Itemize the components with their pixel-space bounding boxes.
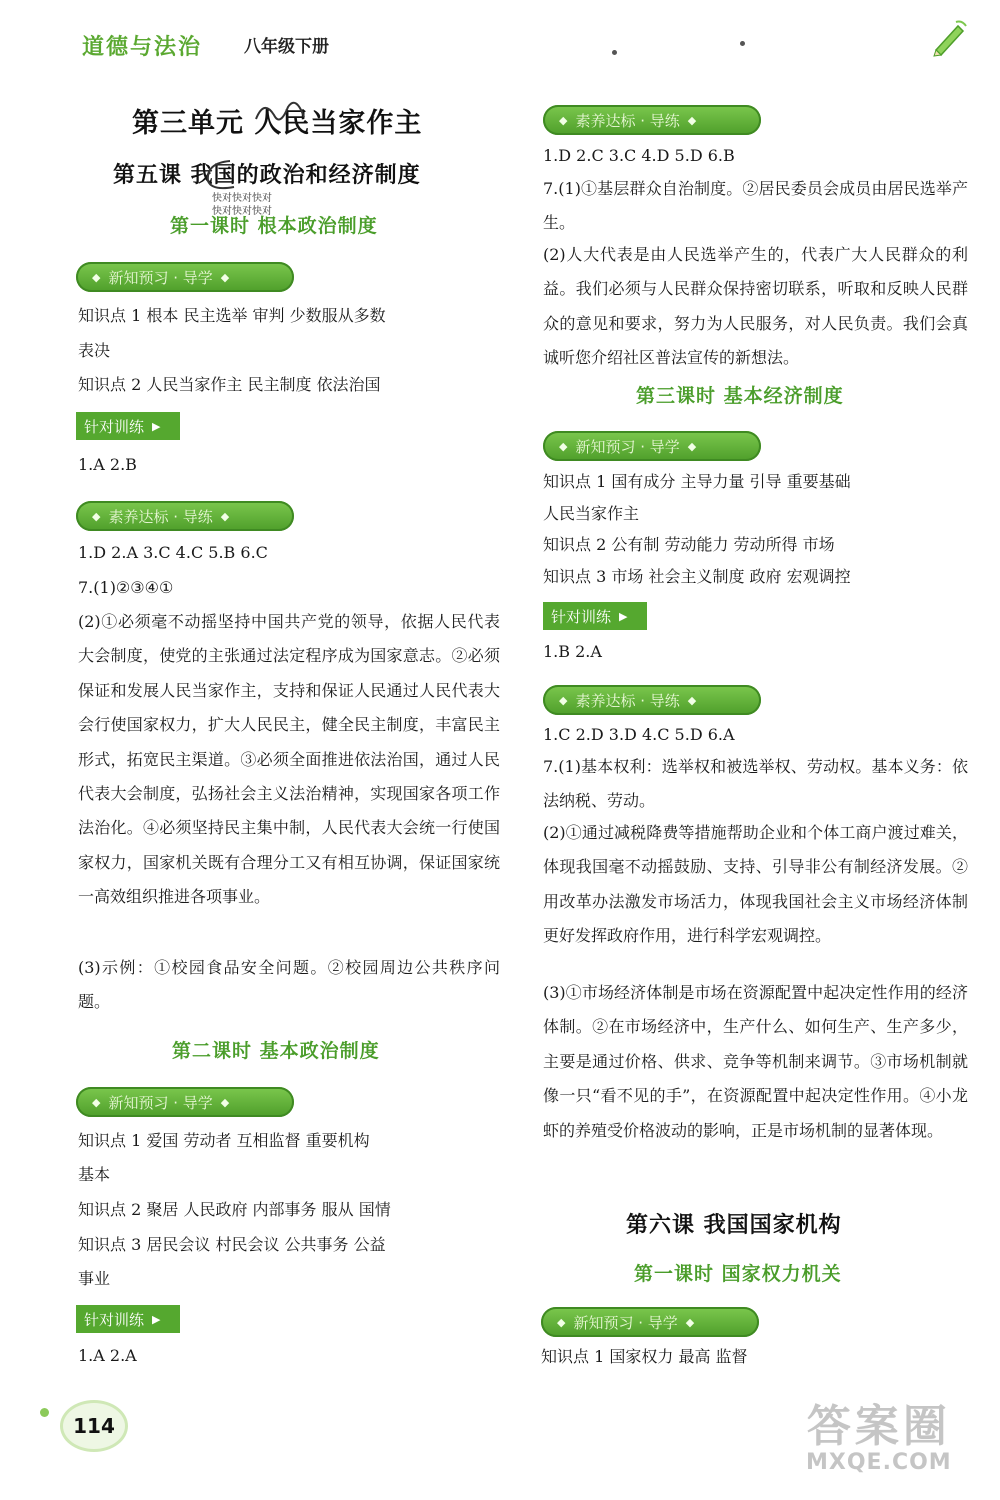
- badge-label: 新知预习 · 导学: [108, 1093, 213, 1112]
- practice-badge: [543, 685, 761, 715]
- diamond-icon: ◆: [559, 693, 568, 707]
- practice-answers: 1.D 2.A 3.C 4.C 5.B 6.C: [78, 543, 268, 562]
- diamond-icon: ◆: [559, 113, 568, 127]
- q7-part2: (2)①通过减税降费等措施帮助企业和个体工商户渡过难关，体现我国毫不动摇鼓励、支持、引导非公有制经济发展。②用改革办法激发市场活力，体现我国社会主义市场经济体制更好发挥政府作用，进行科学宏观调控。: [543, 823, 968, 946]
- play-arrow-icon: ▶: [152, 419, 161, 433]
- preview-badge: [541, 1307, 759, 1337]
- diamond-icon: ◆: [557, 1315, 566, 1329]
- lesson5-title: 第五课 我国的政治和经济制度: [113, 162, 421, 188]
- badge-label: 新知预习 · 导学: [575, 437, 680, 456]
- diamond-icon: ◆: [220, 270, 230, 284]
- diamond-icon: ◆: [687, 439, 697, 453]
- play-arrow-icon: ▶: [619, 609, 628, 623]
- kp1-line2: 表决: [78, 341, 111, 360]
- diamond-icon: ◆: [92, 270, 101, 284]
- badge-label: 新知预习 · 导学: [108, 268, 213, 287]
- q7-part1: 7.(1)②③④①: [78, 578, 174, 597]
- diamond-icon: ◆: [685, 1315, 695, 1329]
- drill-tag: [76, 412, 180, 440]
- drill-tag: [76, 1305, 180, 1333]
- grade-label: 八年级下册: [244, 37, 329, 57]
- speck: [740, 41, 745, 46]
- kp3-line2: 事业: [78, 1269, 111, 1288]
- kp2: 知识点 2 公有制 劳动能力 劳动所得 市场: [543, 535, 835, 554]
- kp3-line1: 知识点 3 居民会议 村民会议 公共事务 公益: [78, 1235, 386, 1254]
- kp1-line2: 人民当家作主: [543, 504, 640, 523]
- page-number: 114: [60, 1400, 128, 1452]
- badge-label: 新知预习 · 导学: [573, 1313, 678, 1332]
- lesson6-title: 第六课 我国国家机构: [626, 1212, 842, 1238]
- q7-part2: (2)人大代表是由人民选举产生的，代表广大人民群众的利益。我们必须与人民群众保持密切联系，听取和反映人民群众的意见和要求，努力为人民服务，对人民负责。我们会真诚听您介绍社区普法宣传的新想法。: [543, 245, 968, 368]
- q7-part3: (3)①市场经济体制是市场在资源配置中起决定性作用的经济体制。②在市场经济中，生产什么、如何生产、生产多少，主要是通过价格、供求、竞争等机制来调节。③市场机制就像一只“看不见的手”，在资源配置中起决定性作用。④小龙虾的养殖受价格波动的影响，正是市场机制的显著体现。: [543, 983, 968, 1140]
- subject-title: 道德与法治: [82, 35, 203, 60]
- tag-label: 针对训练: [84, 417, 145, 436]
- kp3: 知识点 3 市场 社会主义制度 政府 宏观调控: [543, 567, 851, 586]
- period2-title: 第二课时 基本政治制度: [172, 1040, 380, 1062]
- practice-answers: 1.C 2.D 3.D 4.C 5.D 6.A: [543, 725, 735, 744]
- watermark-main: 答案圈: [806, 1401, 951, 1452]
- preview-badge: [543, 431, 761, 461]
- kp1-line1: 知识点 1 根本 民主选举 审判 少数服从多数: [78, 306, 386, 325]
- handwriting-2: 快对快对快对: [212, 206, 272, 217]
- kp2: 知识点 2 人民当家作主 民主制度 依法治国: [78, 375, 381, 394]
- kp1-line2: 基本: [78, 1165, 111, 1184]
- watermark-sub: MXQE.COM: [806, 1450, 952, 1475]
- drill-answers: 1.A 2.A: [78, 1346, 137, 1365]
- practice-badge: [543, 105, 761, 135]
- badge-label: 素养达标 · 导练: [575, 691, 680, 710]
- period1-title: 第一课时 根本政治制度: [170, 215, 378, 237]
- practice-badge: [76, 501, 294, 531]
- diamond-icon: ◆: [687, 693, 697, 707]
- drill-answers: 1.A 2.B: [78, 455, 137, 474]
- q7-part3: (3)示例：①校园食品安全问题。②校园周边公共秩序问题。: [78, 958, 500, 1012]
- tag-label: 针对训练: [84, 1310, 145, 1329]
- diamond-icon: ◆: [220, 509, 230, 523]
- decor-dot: [40, 1408, 49, 1417]
- diamond-icon: ◆: [220, 1095, 230, 1109]
- lesson6-period1-title: 第一课时 国家权力机关: [634, 1263, 842, 1285]
- kp2: 知识点 2 聚居 人民政府 内部事务 服从 国情: [78, 1200, 391, 1219]
- q7-part2: (2)①必须毫不动摇坚持中国共产党的领导，依据人民代表大会制度，使党的主张通过法定程序成为国家意志。②必须保证和发展人民当家作主，支持和保证人民通过人民代表大会行使国家权力，扩大人民民主，健全民主制度，丰富民主形式，拓宽民主渠道。③必须全面推进依法治国，通过人民代表大会制度，弘扬社会主义法治精神，实现国家各项工作法治化。④必须坚持民主集中制，人民代表大会统一行使国家权力，国家机关既有合理分工又有相互协调，保证国家统一高效组织推进各项事业。: [78, 612, 500, 907]
- q7-part1: 7.(1)基本权利：选举权和被选举权、劳动权。基本义务：依法纳税、劳动。: [543, 757, 968, 811]
- diamond-icon: ◆: [559, 439, 568, 453]
- kp1-line1: 知识点 1 爱国 劳动者 互相监督 重要机构: [78, 1131, 370, 1150]
- badge-label: 素养达标 · 导练: [108, 507, 213, 526]
- diamond-icon: ◆: [687, 113, 697, 127]
- kp1-line1: 知识点 1 国有成分 主导力量 引导 重要基础: [543, 472, 851, 491]
- scribble-mark: [200, 155, 240, 195]
- tag-label: 针对训练: [551, 607, 612, 626]
- q7-part1: 7.(1)①基层群众自治制度。②居民委员会成员由居民选举产生。: [543, 179, 968, 233]
- speck: [612, 50, 617, 55]
- badge-label: 素养达标 · 导练: [575, 111, 680, 130]
- drill-answers: 1.B 2.A: [543, 642, 602, 661]
- watermark: [806, 1390, 952, 1475]
- period3-title: 第三课时 基本经济制度: [636, 385, 844, 407]
- preview-badge: [76, 262, 294, 292]
- scribble-mark: [250, 93, 310, 137]
- drill-tag: [543, 602, 647, 630]
- kp1: 知识点 1 国家权力 最高 监督: [541, 1347, 748, 1366]
- practice-answers: 1.D 2.C 3.C 4.D 5.D 6.B: [543, 146, 735, 165]
- diamond-icon: ◆: [92, 509, 101, 523]
- unit-title: 第三单元 人民当家作主: [132, 108, 423, 139]
- diamond-icon: ◆: [92, 1095, 101, 1109]
- handwriting-1: 快对快对快对: [212, 193, 272, 204]
- preview-badge: [76, 1087, 294, 1117]
- play-arrow-icon: ▶: [152, 1312, 161, 1326]
- pencil-icon: [928, 18, 968, 58]
